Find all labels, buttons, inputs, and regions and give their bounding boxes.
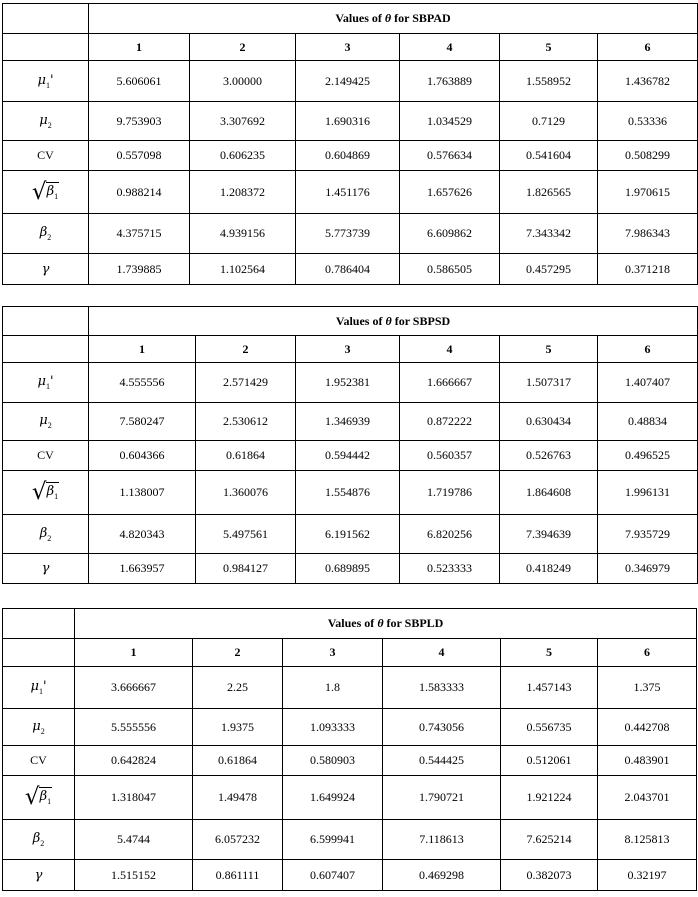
table-cell: 0.576634 bbox=[400, 141, 500, 171]
table-cell: 6.191562 bbox=[296, 515, 400, 554]
table-cell: 0.689895 bbox=[296, 554, 400, 584]
table-cell: 6.599941 bbox=[283, 820, 383, 860]
row-label-gamma: γ bbox=[3, 254, 89, 285]
table-cell: 1.864608 bbox=[500, 471, 598, 515]
table-cell: 1.657626 bbox=[400, 171, 500, 214]
table-cell: 0.442708 bbox=[598, 709, 697, 746]
table-cell: 1.554876 bbox=[296, 471, 400, 515]
table-cell: 1.583333 bbox=[383, 667, 501, 709]
corner-cell bbox=[3, 639, 75, 667]
table-cell: 7.625214 bbox=[501, 820, 598, 860]
table-row bbox=[3, 667, 697, 709]
table-cell: 8.125813 bbox=[598, 820, 697, 860]
table-cell: 5.4744 bbox=[75, 820, 193, 860]
table-cell: 1.921224 bbox=[501, 776, 598, 820]
table-cell: 5.773739 bbox=[296, 214, 400, 254]
table-title: Values of θ for SBPSD bbox=[89, 307, 698, 336]
column-header: 4 bbox=[400, 336, 500, 363]
table-cell: 0.61864 bbox=[196, 441, 296, 471]
table-cell: 7.118613 bbox=[383, 820, 501, 860]
table-cell: 5.555556 bbox=[75, 709, 193, 746]
row-label-cv: CV bbox=[3, 141, 89, 171]
column-header: 6 bbox=[598, 639, 697, 667]
table-cell: 0.594442 bbox=[296, 441, 400, 471]
row-label-sqrt-beta1: √ $\beta_1$ bbox=[3, 776, 75, 820]
table-cell: 7.986343 bbox=[598, 214, 698, 254]
table-cell: 4.375715 bbox=[89, 214, 190, 254]
table-cell: 1.515152 bbox=[75, 860, 193, 891]
table-row bbox=[3, 214, 698, 254]
sbpsd-table bbox=[2, 306, 698, 584]
table-cell: 1.826565 bbox=[500, 171, 598, 214]
table-cell: 0.483901 bbox=[598, 746, 697, 776]
table-cell: 2.149425 bbox=[296, 61, 400, 102]
table-cell: 0.526763 bbox=[500, 441, 598, 471]
table-row bbox=[3, 171, 698, 214]
table-cell: 0.580903 bbox=[283, 746, 383, 776]
column-header: 5 bbox=[501, 639, 598, 667]
table-cell: 1.360076 bbox=[196, 471, 296, 515]
table-cell: 1.436782 bbox=[598, 61, 698, 102]
table-cell: 1.208372 bbox=[190, 171, 296, 214]
row-label-mu1-prime: $\mu_1'$ bbox=[3, 61, 89, 102]
table-cell: 3.666667 bbox=[75, 667, 193, 709]
table-cell: 1.346939 bbox=[296, 403, 400, 441]
table-cell: 1.763889 bbox=[400, 61, 500, 102]
column-header: 3 bbox=[296, 34, 400, 61]
table-cell: 7.394639 bbox=[500, 515, 598, 554]
table-cell: 0.32197 bbox=[598, 860, 697, 891]
column-header: 1 bbox=[89, 34, 190, 61]
column-header: 2 bbox=[193, 639, 283, 667]
table-cell: 1.034529 bbox=[400, 102, 500, 141]
corner-cell bbox=[3, 609, 75, 639]
table-cell: 0.512061 bbox=[501, 746, 598, 776]
table-cell: 1.318047 bbox=[75, 776, 193, 820]
table-cell: 0.61864 bbox=[193, 746, 283, 776]
table-cell: 0.53336 bbox=[598, 102, 698, 141]
table-cell: 3.00000 bbox=[190, 61, 296, 102]
corner-cell bbox=[3, 336, 89, 363]
table-cell: 1.49478 bbox=[193, 776, 283, 820]
table-cell: 7.580247 bbox=[89, 403, 196, 441]
table-cell: 0.606235 bbox=[190, 141, 296, 171]
row-label-gamma: γ bbox=[3, 860, 75, 891]
table-row bbox=[3, 820, 697, 860]
table-cell: 9.753903 bbox=[89, 102, 190, 141]
table-cell: 0.861111 bbox=[193, 860, 283, 891]
table-cell: 6.057232 bbox=[193, 820, 283, 860]
table-cell: 0.457295 bbox=[500, 254, 598, 285]
table-cell: 5.497561 bbox=[196, 515, 296, 554]
table-cell: 0.984127 bbox=[196, 554, 296, 584]
row-label-sqrt-beta1: √ $\beta_1$ bbox=[3, 471, 89, 515]
table-row bbox=[3, 709, 697, 746]
table-cell: 0.7129 bbox=[500, 102, 598, 141]
table-cell: 0.346979 bbox=[598, 554, 698, 584]
table-cell: 1.375 bbox=[598, 667, 697, 709]
table-cell: 7.343342 bbox=[500, 214, 598, 254]
table-cell: 2.571429 bbox=[196, 363, 296, 403]
table-row bbox=[3, 141, 698, 171]
table-cell: 1.952381 bbox=[296, 363, 400, 403]
column-header: 3 bbox=[296, 336, 400, 363]
table-cell: 0.988214 bbox=[89, 171, 190, 214]
table-cell: 0.508299 bbox=[598, 141, 698, 171]
table-cell: 0.642824 bbox=[75, 746, 193, 776]
table-cell: 0.48834 bbox=[598, 403, 698, 441]
row-label-mu2: $\mu_2$ bbox=[3, 102, 89, 141]
column-header: 5 bbox=[500, 336, 598, 363]
table-cell: 1.8 bbox=[283, 667, 383, 709]
table-row bbox=[3, 860, 697, 891]
table-cell: 0.371218 bbox=[598, 254, 698, 285]
table-cell: 1.457143 bbox=[501, 667, 598, 709]
row-label-mu2: $\mu_2$ bbox=[3, 709, 75, 746]
table-cell: 1.790721 bbox=[383, 776, 501, 820]
table-cell: 0.607407 bbox=[283, 860, 383, 891]
table-cell: 2.043701 bbox=[598, 776, 697, 820]
table-cell: 7.935729 bbox=[598, 515, 698, 554]
table-cell: 4.820343 bbox=[89, 515, 196, 554]
column-header: 5 bbox=[500, 34, 598, 61]
table-cell: 1.666667 bbox=[400, 363, 500, 403]
table-row bbox=[3, 776, 697, 820]
column-header: 1 bbox=[75, 639, 193, 667]
column-header: 2 bbox=[196, 336, 296, 363]
table-cell: 0.560357 bbox=[400, 441, 500, 471]
table-title: Values of θ for SBPAD bbox=[89, 4, 698, 34]
table-cell: 0.557098 bbox=[89, 141, 190, 171]
table-cell: 0.872222 bbox=[400, 403, 500, 441]
table-row bbox=[3, 441, 698, 471]
table-cell: 6.820256 bbox=[400, 515, 500, 554]
table-cell: 6.609862 bbox=[400, 214, 500, 254]
table-cell: 1.093333 bbox=[283, 709, 383, 746]
table-cell: 1.739885 bbox=[89, 254, 190, 285]
row-label-cv: CV bbox=[3, 746, 75, 776]
column-header: 6 bbox=[598, 34, 698, 61]
table-cell: 0.586505 bbox=[400, 254, 500, 285]
table-row bbox=[3, 746, 697, 776]
table-cell: 0.630434 bbox=[500, 403, 598, 441]
table-cell: 0.418249 bbox=[500, 554, 598, 584]
table-cell: 0.544425 bbox=[383, 746, 501, 776]
table-cell: 1.451176 bbox=[296, 171, 400, 214]
table-cell: 1.9375 bbox=[193, 709, 283, 746]
table-cell: 1.138007 bbox=[89, 471, 196, 515]
table-cell: 0.786404 bbox=[296, 254, 400, 285]
table-cell: 1.649924 bbox=[283, 776, 383, 820]
table-cell: 1.102564 bbox=[190, 254, 296, 285]
row-label-beta2: $\beta_2$ bbox=[3, 820, 75, 860]
sbpad-table bbox=[2, 3, 698, 285]
column-header: 4 bbox=[400, 34, 500, 61]
table-cell: 1.996131 bbox=[598, 471, 698, 515]
table-cell: 1.507317 bbox=[500, 363, 598, 403]
table-cell: 4.555556 bbox=[89, 363, 196, 403]
table-cell: 1.719786 bbox=[400, 471, 500, 515]
table-cell: 5.606061 bbox=[89, 61, 190, 102]
table-row bbox=[3, 403, 698, 441]
table-cell: 0.556735 bbox=[501, 709, 598, 746]
table-cell: 1.558952 bbox=[500, 61, 598, 102]
row-label-mu1-prime: $\mu_1'$ bbox=[3, 363, 89, 403]
column-header: 1 bbox=[89, 336, 196, 363]
table-cell: 0.382073 bbox=[501, 860, 598, 891]
table-title: Values of θ for SBPLD bbox=[75, 609, 697, 639]
table-cell: 4.939156 bbox=[190, 214, 296, 254]
table-cell: 1.407407 bbox=[598, 363, 698, 403]
table-cell: 1.663957 bbox=[89, 554, 196, 584]
table-row bbox=[3, 471, 698, 515]
row-label-mu2: $\mu_2$ bbox=[3, 403, 89, 441]
table-cell: 0.523333 bbox=[400, 554, 500, 584]
table-row bbox=[3, 554, 698, 584]
table-cell: 0.469298 bbox=[383, 860, 501, 891]
table-row bbox=[3, 254, 698, 285]
row-label-beta2: $\beta_2$ bbox=[3, 214, 89, 254]
column-header: 2 bbox=[190, 34, 296, 61]
column-header: 4 bbox=[383, 639, 501, 667]
column-header: 6 bbox=[598, 336, 698, 363]
table-cell: 0.604366 bbox=[89, 441, 196, 471]
corner-cell bbox=[3, 307, 89, 336]
corner-cell bbox=[3, 4, 89, 34]
row-label-sqrt-beta1: √ $\beta_1$ bbox=[3, 171, 89, 214]
table-cell: 0.496525 bbox=[598, 441, 698, 471]
row-label-cv: CV bbox=[3, 441, 89, 471]
table-row bbox=[3, 61, 698, 102]
table-row bbox=[3, 102, 698, 141]
column-header: 3 bbox=[283, 639, 383, 667]
table-cell: 0.541604 bbox=[500, 141, 598, 171]
table-row bbox=[3, 363, 698, 403]
row-label-mu1-prime: $\mu_1'$ bbox=[3, 667, 75, 709]
sbpld-table bbox=[2, 608, 697, 891]
table-cell: 2.530612 bbox=[196, 403, 296, 441]
table-row bbox=[3, 515, 698, 554]
corner-cell bbox=[3, 34, 89, 61]
row-label-gamma: γ bbox=[3, 554, 89, 584]
table-cell: 0.604869 bbox=[296, 141, 400, 171]
table-cell: 2.25 bbox=[193, 667, 283, 709]
table-cell: 3.307692 bbox=[190, 102, 296, 141]
table-cell: 0.743056 bbox=[383, 709, 501, 746]
row-label-beta2: $\beta_2$ bbox=[3, 515, 89, 554]
table-cell: 1.970615 bbox=[598, 171, 698, 214]
table-cell: 1.690316 bbox=[296, 102, 400, 141]
